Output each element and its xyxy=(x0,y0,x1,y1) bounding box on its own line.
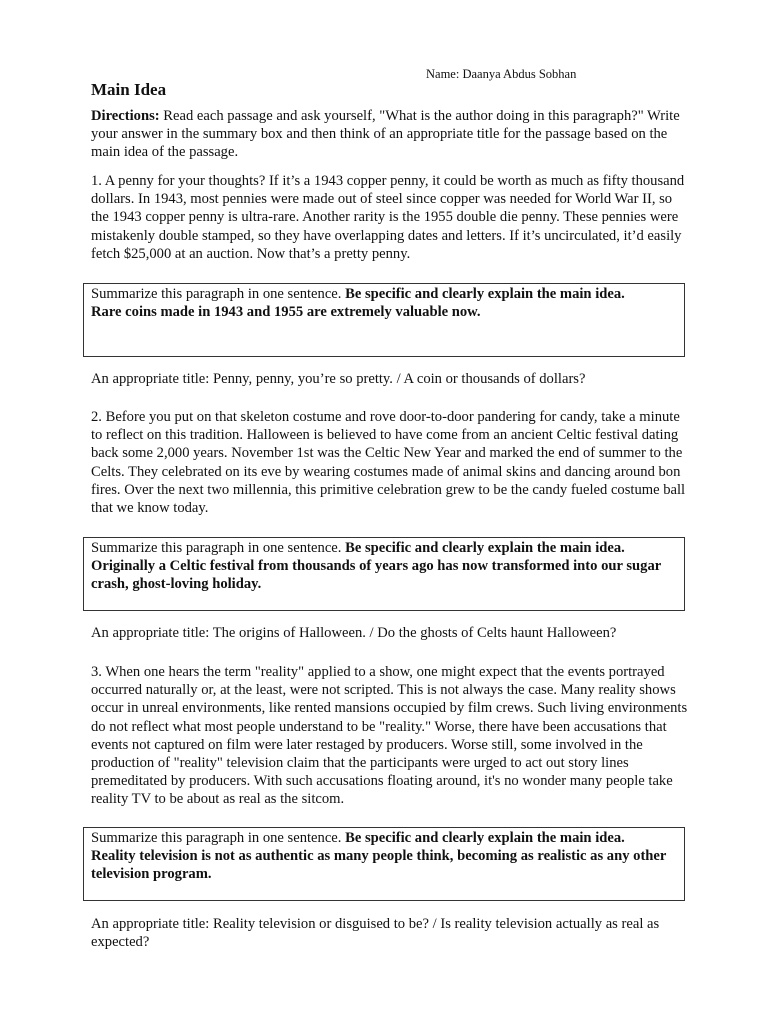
summary-box-1[interactable] xyxy=(83,283,685,357)
passage-3: 3. When one hears the term "reality" applied to a show, one might expect that the events portrayed occurred naturally or, at the least, were not scripted. This is not always the case. Many reality shows occur in unreal environments, like rented mansions occupied by film crews. Such living environments do not reflect what most people understand to be "reality." Worse, there have been accusations that events not captured on film were later restaged by producers. Worse still, some involved in the production of "reality" television claim that the participants were urged to act out story lines premeditated by producers. With such accusations floating around, it's no wonder many people take reality TV to be about as real as the sitcom. xyxy=(91,664,688,808)
summary-prompt-emphasis: Be specific and clearly explain the main idea. xyxy=(345,540,625,556)
summary-prompt-emphasis: Be specific and clearly explain the main idea. xyxy=(345,286,625,302)
summary-box-2[interactable] xyxy=(83,537,685,611)
passage-1: 1. A penny for your thoughts? If it’s a 1943 copper penny, it could be worth as much as fifty thousand dollars. In 1943, most pennies were made out of steel since copper was needed for World War II, so the 1943 copper penny is ultra-rare. Another rarity is the 1955 double die penny. These pennies were mistakenly double stamped, so they have overlapping dates and letters. If it’s uncirculated, it’d easily fetch $25,000 at an auction. Now that’s a pretty penny. xyxy=(91,173,685,262)
summary-prompt: Summarize this paragraph in one sentence. xyxy=(91,830,346,846)
summary-answer-2: Originally a Celtic festival from thousands of years ago has now transformed into our sugar crash, ghost-loving holiday. xyxy=(91,558,661,593)
directions-label: Directions: xyxy=(91,108,160,124)
summary-prompt-emphasis: Be specific and clearly explain the main idea. xyxy=(345,830,625,846)
student-name: Name: Daanya Abdus Sobhan xyxy=(426,67,577,81)
title-line-3: An appropriate title: Reality television or disguised to be? / Is reality television actually as real as expected? xyxy=(91,916,660,951)
summary-box-3[interactable] xyxy=(83,827,685,901)
summary-answer-3: Reality television is not as authentic as many people think, becoming as realistic as any other television program. xyxy=(91,848,667,883)
directions xyxy=(91,107,691,162)
summary-prompt: Summarize this paragraph in one sentence. xyxy=(91,286,346,302)
page-title: Main Idea xyxy=(91,80,167,99)
title-line-1: An appropriate title: Penny, penny, you’re so pretty. / A coin or thousands of dollars? xyxy=(91,371,586,387)
directions-text: Read each passage and ask yourself, "What is the author doing in this paragraph?" Write your answer in the summary box and then think of an appropriate title for the passage based on the main idea of the passage. xyxy=(91,108,680,161)
passage-2: 2. Before you put on that skeleton costume and rove door-to-door pandering for candy, take a minute to reflect on this tradition. Halloween is believed to have come from an ancient Celtic festival dating back some 2,000 years. November 1st was the Celtic New Year and marked the end of summer to the Celts. They celebrated on its eve by wearing costumes made of animal skins and dancing around bon fires. Over the next two millennia, this primitive celebration grew to be the candy fueled costume ball that we know today. xyxy=(91,409,686,517)
summary-prompt: Summarize this paragraph in one sentence. xyxy=(91,540,346,556)
summary-answer-1: Rare coins made in 1943 and 1955 are extremely valuable now. xyxy=(91,304,481,321)
title-line-2: An appropriate title: The origins of Halloween. / Do the ghosts of Celts haunt Halloween? xyxy=(91,625,617,641)
